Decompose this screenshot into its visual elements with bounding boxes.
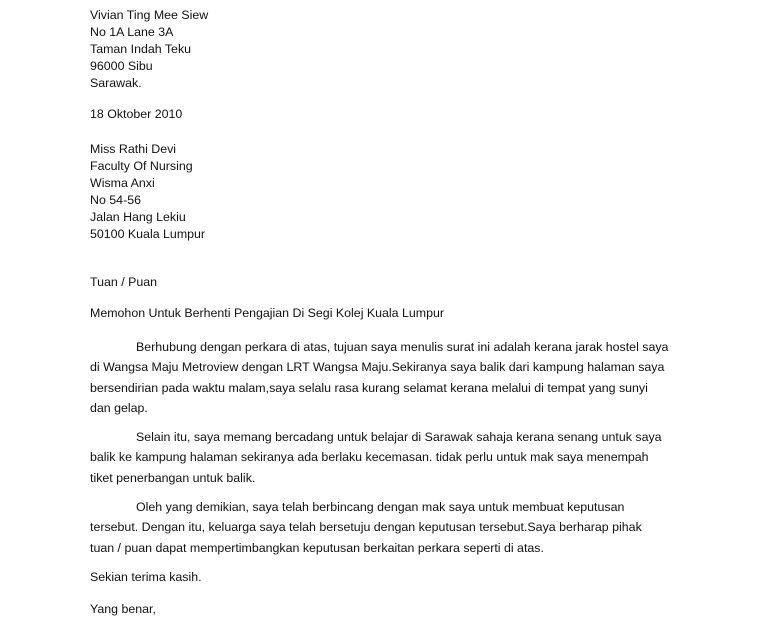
recipient-line: Faculty Of Nursing [90,159,193,173]
paragraph-line: bersendirian pada waktu malam,saya selalu rasa kurang selamat kerana melalui di tempat yang sunyi [90,380,648,395]
signoff-text: Yang benar, [90,602,156,616]
salutation [90,274,690,291]
closing [90,569,690,586]
letter-date [90,106,690,123]
date-text: 18 Oktober 2010 [90,107,183,121]
recipient-line: Miss Rathi Devi [90,142,177,156]
paragraph-line: balik ke kampung halaman sekiranya ada berlaku kecemasan. tidak perlu untuk mak saya menempah [90,450,649,465]
paragraph-line: tuan / puan dapat mempertimbangkan keputusan berkaitan perkara seperti di atas. [90,540,544,555]
recipient-line: No 54-56 [90,193,141,207]
body-paragraph-3 [90,497,690,558]
subject-line [90,305,690,322]
paragraph-line: Selain itu, saya memang bercadang untuk belajar di Sarawak sahaja kerana senang untuk saya [136,430,662,444]
sender-line: Taman Indah Teku [90,42,192,56]
recipient-address [90,141,690,243]
sender-line: No 1A Lane 3A [90,25,174,39]
signoff [90,601,690,618]
salutation-text: Tuan / Puan [90,275,158,289]
recipient-line: 50100 Kuala Lumpur [90,227,206,241]
subject-text: Memohon Untuk Berhenti Pengajian Di Segi Kolej Kuala Lumpur [90,306,445,320]
paragraph-line: dan gelap. [90,400,148,415]
paragraph-line: Berhubung dengan perkara di atas, tujuan saya menulis surat ini adalah kerana jarak hostel saya [136,340,669,354]
sender-line: Vivian Ting Mee Siew [90,8,209,22]
paragraph-line: tiket penerbangan untuk balik. [90,470,256,485]
body-paragraph-2 [90,427,690,488]
closing-text: Sekian terima kasih. [90,570,202,584]
sender-line: Sarawak. [90,76,142,90]
body-paragraph-1 [90,337,690,418]
sender-line: 96000 Sibu [90,59,153,73]
paragraph-line: di Wangsa Maju Metroview dengan LRT Wangsa Maju.Sekiranya saya balik dari kampung halaman saya [90,360,665,375]
paragraph-line: tersebut. Dengan itu, keluarga saya telah bersetuju dengan keputusan tersebut.Saya berharap pihak [90,520,642,535]
recipient-line: Wisma Anxi [90,176,155,190]
sender-address [90,7,690,92]
paragraph-line: Oleh yang demikian, saya telah berbincang dengan mak saya untuk membuat keputusan [136,500,625,514]
recipient-line: Jalan Hang Lekiu [90,210,186,224]
